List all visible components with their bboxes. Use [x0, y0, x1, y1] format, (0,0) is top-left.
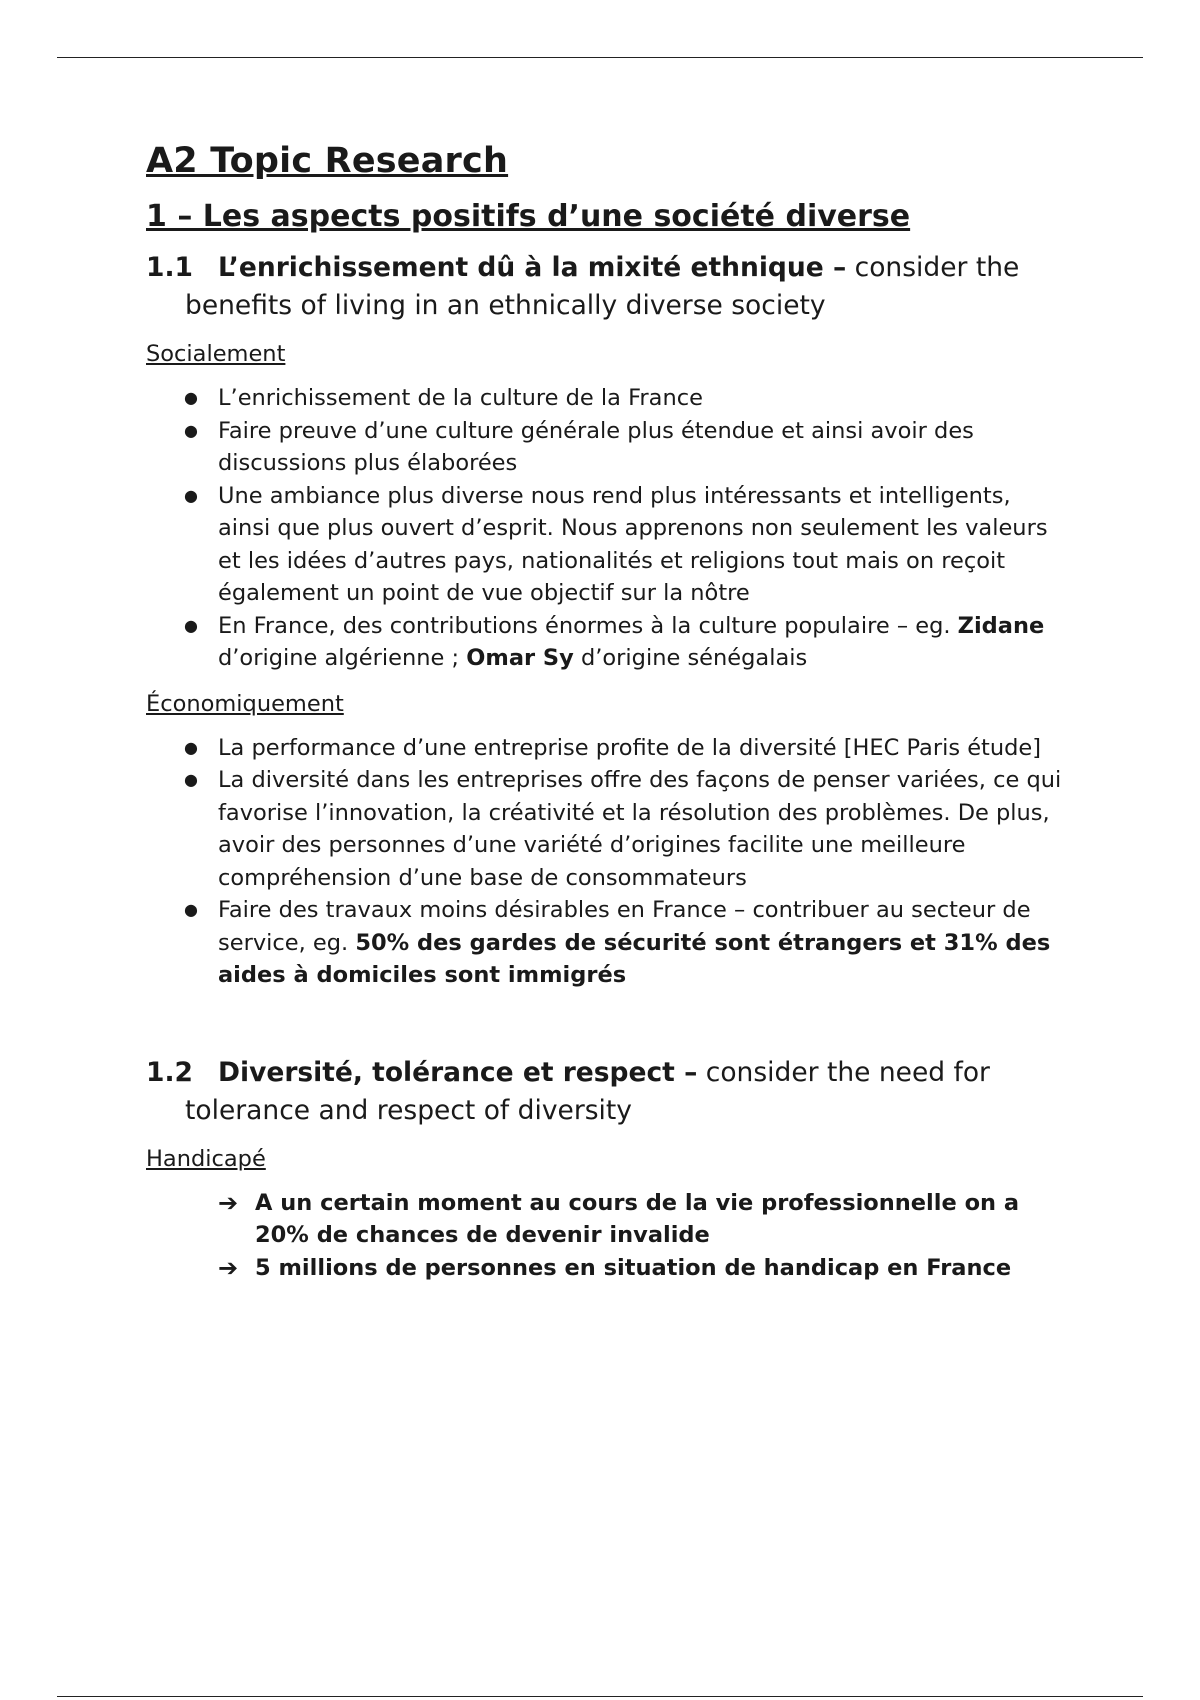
footer-rule	[57, 1696, 1143, 1697]
subsection-number: 1.1	[146, 252, 193, 284]
list-item-text: En France, des contributions énormes à la culture populaire – eg.	[218, 612, 958, 639]
bullet-icon: ●	[184, 420, 198, 440]
list-item	[146, 1252, 1066, 1285]
bullet-icon: ●	[184, 615, 198, 635]
list-item-text: 5 millions de personnes en situation de handicap en France	[255, 1254, 1012, 1281]
list-item	[146, 610, 1066, 675]
list-item-text: Une ambiance plus diverse nous rend plus intéressants et intelligents, ainsi que plus ouvert d’esprit. Nous apprenons non seulement les valeurs et les idées d’autres pays, nationalités et religions tout mais on reçoit également un point de vue objectif sur la nôtre	[218, 482, 1048, 607]
subsection-title: Diversité, tolérance et respect –	[218, 1056, 698, 1088]
subsection-description: consider the benefits of living in an ethnically diverse society	[185, 252, 1020, 322]
person-name: Zidane	[957, 612, 1045, 639]
list-item-text: d’origine algérienne ;	[218, 645, 467, 672]
list-item-text: La performance d’une entreprise profite de la diversité [HEC Paris étude]	[218, 734, 1042, 761]
list-item	[146, 894, 1066, 992]
subsection-title: L’enrichissement dû à la mixité ethnique –	[218, 252, 847, 284]
list-item-text: d’origine sénégalais	[573, 645, 808, 672]
spacer	[146, 1006, 1066, 1054]
list-item	[146, 415, 1066, 480]
list-item-text: La diversité dans les entreprises offre des façons de penser variées, ce qui favorise l’innovation, la créativité et la résolution des problèmes. De plus, avoir des personnes d’une variété d’origines facilite une meilleure compréhension d’une base de consommateurs	[218, 767, 1062, 891]
bullet-icon: ●	[184, 737, 198, 757]
list-item-text: Faire des travaux moins désirables en France – contribuer au secteur de service, eg.	[218, 897, 1031, 956]
section-heading: 1 – Les aspects positifs d’une société diverse	[146, 198, 911, 234]
bullet-icon: ●	[184, 388, 198, 408]
arrow-right-icon: ➔	[218, 1253, 239, 1282]
list-item	[146, 480, 1066, 610]
bullet-icon: ●	[184, 770, 198, 790]
list-item	[146, 1187, 1066, 1252]
list-item-text: L’enrichissement de la culture de la France	[218, 385, 703, 412]
document-title: A2 Topic Research	[146, 141, 509, 181]
category-label-economiquement: Économiquement	[146, 690, 344, 717]
category-label-handicape: Handicapé	[146, 1145, 266, 1172]
subsection-description: consider the need for tolerance and respect of diversity	[185, 1056, 990, 1126]
list-item	[146, 764, 1066, 894]
header-rule	[57, 57, 1143, 58]
arrow-list-handicape	[146, 1187, 1066, 1285]
list-item	[146, 732, 1066, 765]
bullet-icon: ●	[184, 900, 198, 920]
bullet-list-socialement	[146, 382, 1066, 675]
statistic-text: 50% des gardes de sécurité sont étrangers et 31% des aides à domiciles sont immigrés	[218, 929, 1051, 989]
arrow-right-icon: ➔	[218, 1188, 239, 1217]
bullet-list-economiquement	[146, 732, 1066, 992]
person-name: Omar Sy	[466, 645, 574, 672]
subsection-number: 1.2	[146, 1056, 193, 1088]
list-item-text: A un certain moment au cours de la vie professionnelle on a 20% de chances de devenir invalide	[255, 1189, 1020, 1249]
subsection-heading-1-2	[146, 1054, 1066, 1130]
document-body	[146, 140, 1066, 1284]
bullet-icon: ●	[184, 485, 198, 505]
category-label-socialement: Socialement	[146, 341, 286, 368]
subsection-heading-1-1	[146, 249, 1066, 325]
list-item	[146, 382, 1066, 415]
list-item-text: Faire preuve d’une culture générale plus étendue et ainsi avoir des discussions plus élaborées	[218, 417, 974, 477]
